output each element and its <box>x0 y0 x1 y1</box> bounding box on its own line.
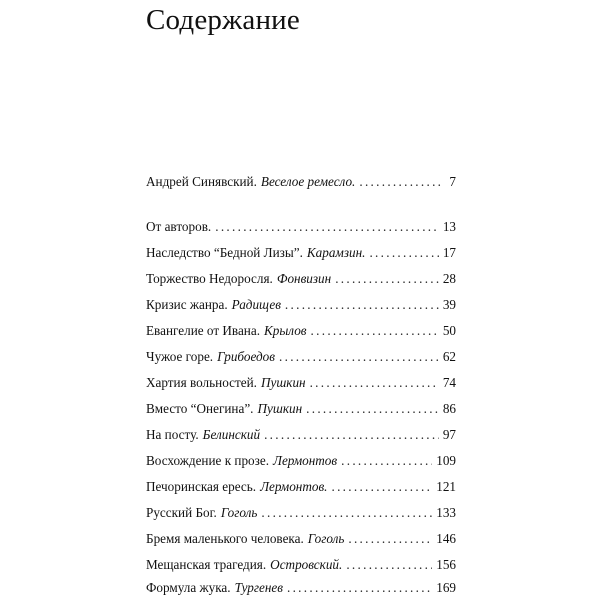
toc-entry-title: Вместо “Онегина”. <box>146 401 254 416</box>
toc-entry[interactable] <box>146 349 456 367</box>
toc-entry-page: 109 <box>436 453 456 468</box>
toc-entry-title: Русский Бог. <box>146 505 217 520</box>
toc-entry-page: 62 <box>442 349 456 364</box>
toc-entry-page: 7 <box>449 174 456 189</box>
toc-entry-page: 133 <box>436 505 456 520</box>
dot-leader <box>215 219 439 235</box>
toc-entry-page: 146 <box>436 531 456 546</box>
toc-entry-author: Тургенев <box>234 580 283 595</box>
toc-entry-author: Радищев <box>231 297 281 312</box>
dot-leader <box>369 245 438 261</box>
toc-entry-title: Хартия вольностей. <box>146 375 257 390</box>
toc-entry-author: Фонвизин <box>276 271 332 286</box>
toc-entry-title: Евангелие от Ивана. <box>146 323 261 338</box>
toc-entry-page: 97 <box>442 427 456 442</box>
toc-entry[interactable] <box>146 580 456 598</box>
dot-leader <box>331 479 432 495</box>
dot-leader <box>310 375 439 391</box>
toc-entry-page: 86 <box>442 401 456 416</box>
toc-entry-page: 50 <box>442 323 456 338</box>
toc-entry[interactable] <box>146 479 456 497</box>
dot-leader <box>287 580 432 596</box>
toc-entry[interactable] <box>146 297 456 315</box>
toc-entry-page: 121 <box>436 479 456 494</box>
dot-leader <box>341 453 432 469</box>
toc-entry-title: Печоринская ересь. <box>146 479 257 494</box>
toc-entry[interactable] <box>146 271 456 289</box>
toc-entry[interactable] <box>146 505 456 523</box>
toc-entry-title: Мещанская трагедия. <box>146 557 267 572</box>
toc-entry-page: 28 <box>442 271 456 286</box>
dot-leader <box>335 271 439 287</box>
dot-leader <box>264 427 439 443</box>
toc-entry-page: 74 <box>442 375 456 390</box>
toc-entry-page: 156 <box>436 557 456 572</box>
toc-entry[interactable] <box>146 375 456 393</box>
toc-entry[interactable] <box>146 323 456 341</box>
toc-entry-author: Лермонтов. <box>260 479 328 494</box>
toc-entry-title: От авторов. <box>146 219 212 234</box>
toc-entry-author: Лермонтов <box>273 453 338 468</box>
toc-entry-title: Наследство “Бедной Лизы”. <box>146 245 303 260</box>
toc-entry-author: Гоголь <box>307 531 345 546</box>
toc-entry-title: Кризис жанра. <box>146 297 228 312</box>
dot-leader <box>285 297 439 313</box>
toc-entry-page: 169 <box>436 580 456 595</box>
toc-entry-author: Гоголь <box>220 505 258 520</box>
toc-entry-title: Чужое горе. <box>146 349 214 364</box>
toc-entry-title: На посту. <box>146 427 199 442</box>
toc-entry-author: Островский. <box>270 557 343 572</box>
dot-leader <box>346 557 432 573</box>
toc-entry-author: Крылов <box>264 323 307 338</box>
toc-entry[interactable] <box>146 453 456 471</box>
toc-entry-author: Грибоедов <box>217 349 275 364</box>
toc-entry-page: 13 <box>442 219 456 234</box>
dot-leader <box>261 505 432 521</box>
toc-entry-author: Пушкин <box>257 401 303 416</box>
dot-leader <box>279 349 439 365</box>
toc-entry[interactable] <box>146 174 456 192</box>
toc-entry-title: Торжество Недоросля. <box>146 271 273 286</box>
toc-entry-title: Восхождение к прозе. <box>146 453 270 468</box>
toc-entry[interactable] <box>146 557 456 575</box>
toc-entry-author: Пушкин <box>260 375 306 390</box>
toc-entry-author: Белинский <box>202 427 261 442</box>
toc-entry-author: Веселое ремесло. <box>260 174 356 189</box>
toc-entry-title: Андрей Синявский. <box>146 174 257 189</box>
toc-entry[interactable] <box>146 531 456 549</box>
toc-entry-page: 39 <box>442 297 456 312</box>
toc-entry[interactable] <box>146 401 456 419</box>
toc-entry-page: 17 <box>442 245 456 260</box>
dot-leader <box>359 174 442 190</box>
page-title: Содержание <box>146 4 300 36</box>
dot-leader <box>306 401 439 417</box>
toc-entry[interactable] <box>146 245 456 263</box>
toc-entry-author: Карамзин. <box>306 245 366 260</box>
toc-entry-title: Формула жука. <box>146 580 231 595</box>
toc-entry[interactable] <box>146 427 456 445</box>
dot-leader <box>348 531 432 547</box>
toc-entry[interactable] <box>146 219 456 237</box>
dot-leader <box>311 323 439 339</box>
toc-entry-title: Бремя маленького человека. <box>146 531 304 546</box>
